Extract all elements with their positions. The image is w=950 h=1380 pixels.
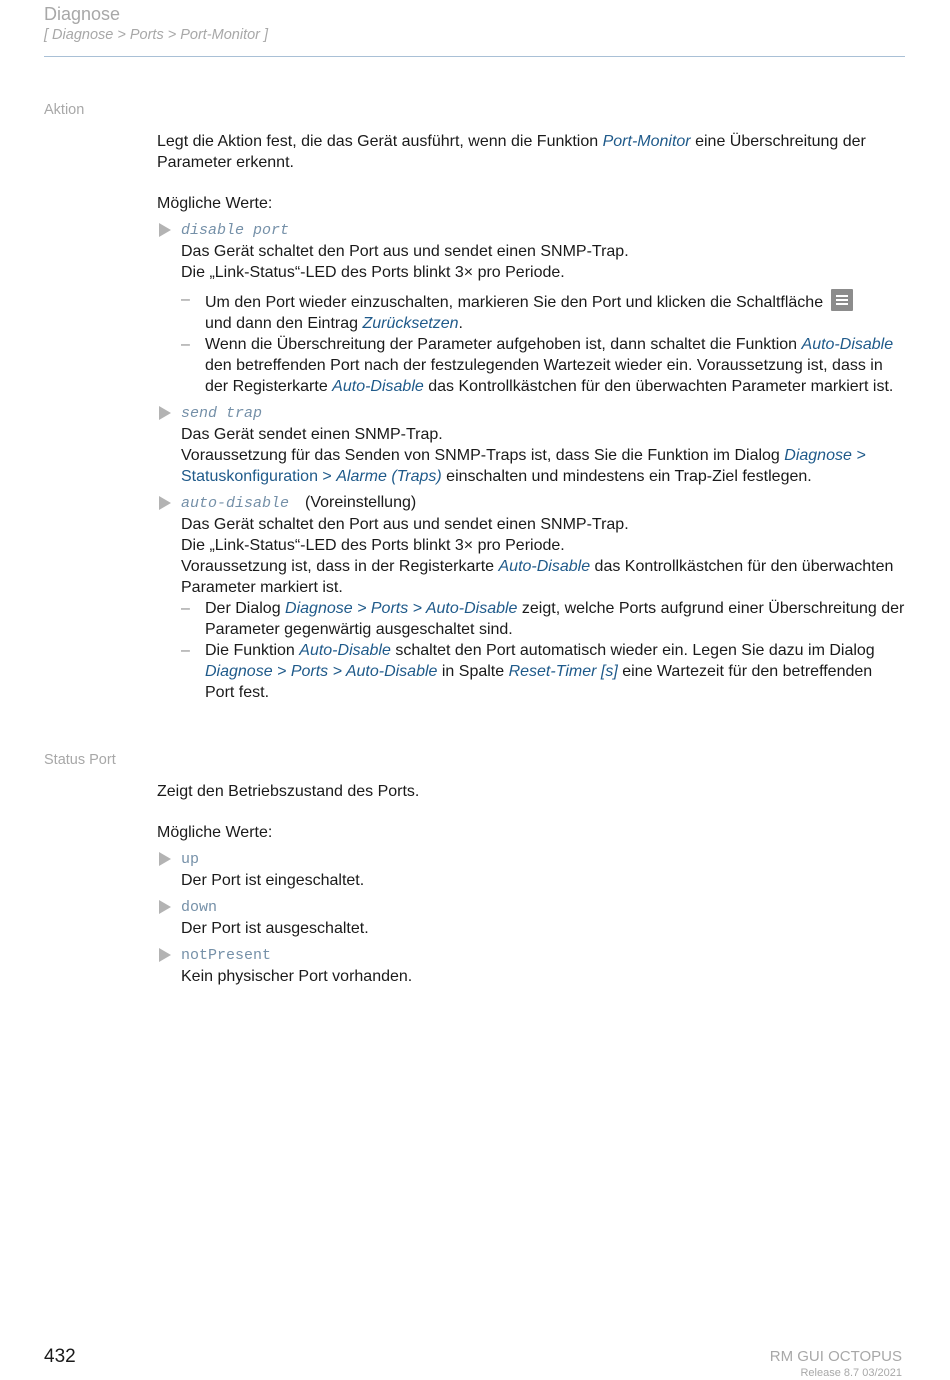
- link-alarme-traps[interactable]: Alarme (Traps): [336, 468, 442, 485]
- value-code: auto-disable: [181, 495, 290, 512]
- triangle-right-icon: [159, 900, 171, 914]
- value-code: disable port: [181, 222, 290, 239]
- sub-bullet: – Der Dialog Diagnose > Ports > Auto-Disable zeigt, welche Ports aufgrund einer Überschreitung der Parameter gegenwärtig ausgeschaltet sind.: [181, 600, 905, 638]
- value-desc: Voraussetzung für das Senden von SNMP-Traps ist, dass Sie die Funktion im Dialog Diagnose > Statuskonfiguration > Alarme (Traps) einschalten und mindestens ein Trap-Ziel festlegen.: [181, 447, 866, 485]
- product-name: RM GUI OCTOPUS: [769, 1348, 902, 1365]
- sub-bullet: – Wenn die Überschreitung der Parameter aufgehoben ist, dann schaltet die Funktion Auto-Disable den betreffenden Port nach der festzulegenden Wartezeit wieder ein. Voraussetzung ist, dass in der Registerkarte Auto-Disable das Kontrollkästchen für den überwachten Parameter markiert ist.: [181, 336, 894, 395]
- link-diagnose[interactable]: Diagnose >: [784, 447, 866, 464]
- values-heading: Mögliche Werte:: [157, 195, 273, 212]
- link-auto-disable[interactable]: Auto-Disable: [332, 378, 424, 395]
- release-info: Release 8.7 03/2021: [800, 1367, 902, 1379]
- value-code: up: [181, 851, 200, 868]
- value-code: send trap: [181, 405, 263, 422]
- value-desc: Voraussetzung ist, dass in der Registerkarte Auto-Disable das Kontrollkästchen für den überwachten Parameter markiert ist.: [181, 558, 894, 596]
- section-label-status-port: Status Port: [44, 752, 116, 768]
- value-item-send-trap: [157, 402, 905, 487]
- value-item-up: [157, 848, 905, 891]
- link-auto-disable[interactable]: Auto-Disable: [498, 558, 591, 575]
- link-auto-disable-dialog[interactable]: Diagnose > Ports > Auto-Disable: [205, 663, 438, 680]
- section-label-aktion: Aktion: [44, 102, 85, 118]
- aktion-intro: Legt die Aktion fest, die das Gerät ausführt, wenn die Funktion Port-Monitor eine Überschreitung der Parameter erkennt.: [157, 133, 866, 171]
- value-item-down: [157, 896, 905, 939]
- link-auto-disable[interactable]: Auto-Disable: [299, 642, 391, 659]
- value-code: notPresent: [181, 947, 272, 964]
- breadcrumb: [ Diagnose > Ports > Port-Monitor ]: [44, 27, 269, 43]
- link-zuruecksetzen[interactable]: Zurücksetzen: [362, 315, 459, 332]
- triangle-right-icon: [159, 496, 171, 510]
- triangle-right-icon: [159, 223, 171, 237]
- sub-bullet: – Die Funktion Auto-Disable schaltet den Port automatisch wieder ein. Legen Sie dazu im Dialog Diagnose > Ports > Auto-Disable in Spalte Reset-Timer [s] eine Wartezeit für den betreffenden Port fest.: [181, 642, 875, 701]
- value-desc: Der Port ist eingeschaltet.: [181, 872, 365, 889]
- value-desc: Der Port ist ausgeschaltet.: [181, 920, 369, 937]
- value-item-notpresent: [157, 944, 905, 987]
- chapter-title: Diagnose: [44, 4, 121, 24]
- dash-marker: –: [181, 291, 190, 308]
- link-auto-disable-dialog[interactable]: Diagnose > Ports > Auto-Disable: [285, 600, 518, 617]
- value-desc: Das Gerät schaltet den Port aus und sendet einen SNMP-Trap.: [181, 516, 629, 533]
- link-port-monitor[interactable]: Port-Monitor: [602, 133, 691, 150]
- triangle-right-icon: [159, 406, 171, 420]
- value-desc: Das Gerät sendet einen SNMP-Trap.: [181, 426, 443, 443]
- section-body-aktion: [157, 131, 905, 703]
- value-desc: Die „Link-Status“-LED des Ports blinkt 3× pro Periode.: [181, 537, 565, 554]
- status-intro: Zeigt den Betriebszustand des Ports.: [157, 783, 420, 800]
- value-desc: Das Gerät schaltet den Port aus und sendet einen SNMP-Trap.: [181, 243, 629, 260]
- link-reset-timer[interactable]: Reset-Timer [s]: [508, 663, 618, 680]
- triangle-right-icon: [159, 852, 171, 866]
- dash-marker: –: [181, 336, 190, 353]
- default-note: (Voreinstellung): [305, 494, 417, 511]
- values-heading: Mögliche Werte:: [157, 824, 273, 841]
- triangle-right-icon: [159, 948, 171, 962]
- sub-bullet: – Um den Port wieder einzuschalten, markieren Sie den Port und klicken die Schaltfläche und dann den Eintrag Zurücksetzen.: [181, 289, 905, 334]
- value-desc: Kein physischer Port vorhanden.: [181, 968, 413, 985]
- link-statuskonfiguration[interactable]: Statuskonfiguration >: [181, 468, 332, 485]
- link-auto-disable[interactable]: Auto-Disable: [801, 336, 894, 353]
- value-desc: Die „Link-Status“-LED des Ports blinkt 3× pro Periode.: [181, 264, 565, 281]
- value-item-disable-port: [157, 219, 905, 397]
- header-divider: [44, 56, 905, 57]
- dash-marker: –: [181, 642, 190, 659]
- page-number: 432: [44, 1346, 76, 1367]
- value-item-auto-disable: [157, 492, 905, 703]
- hamburger-menu-icon[interactable]: [831, 289, 853, 311]
- value-code: down: [181, 899, 218, 916]
- section-body-status-port: [157, 781, 905, 987]
- dash-marker: –: [181, 600, 190, 617]
